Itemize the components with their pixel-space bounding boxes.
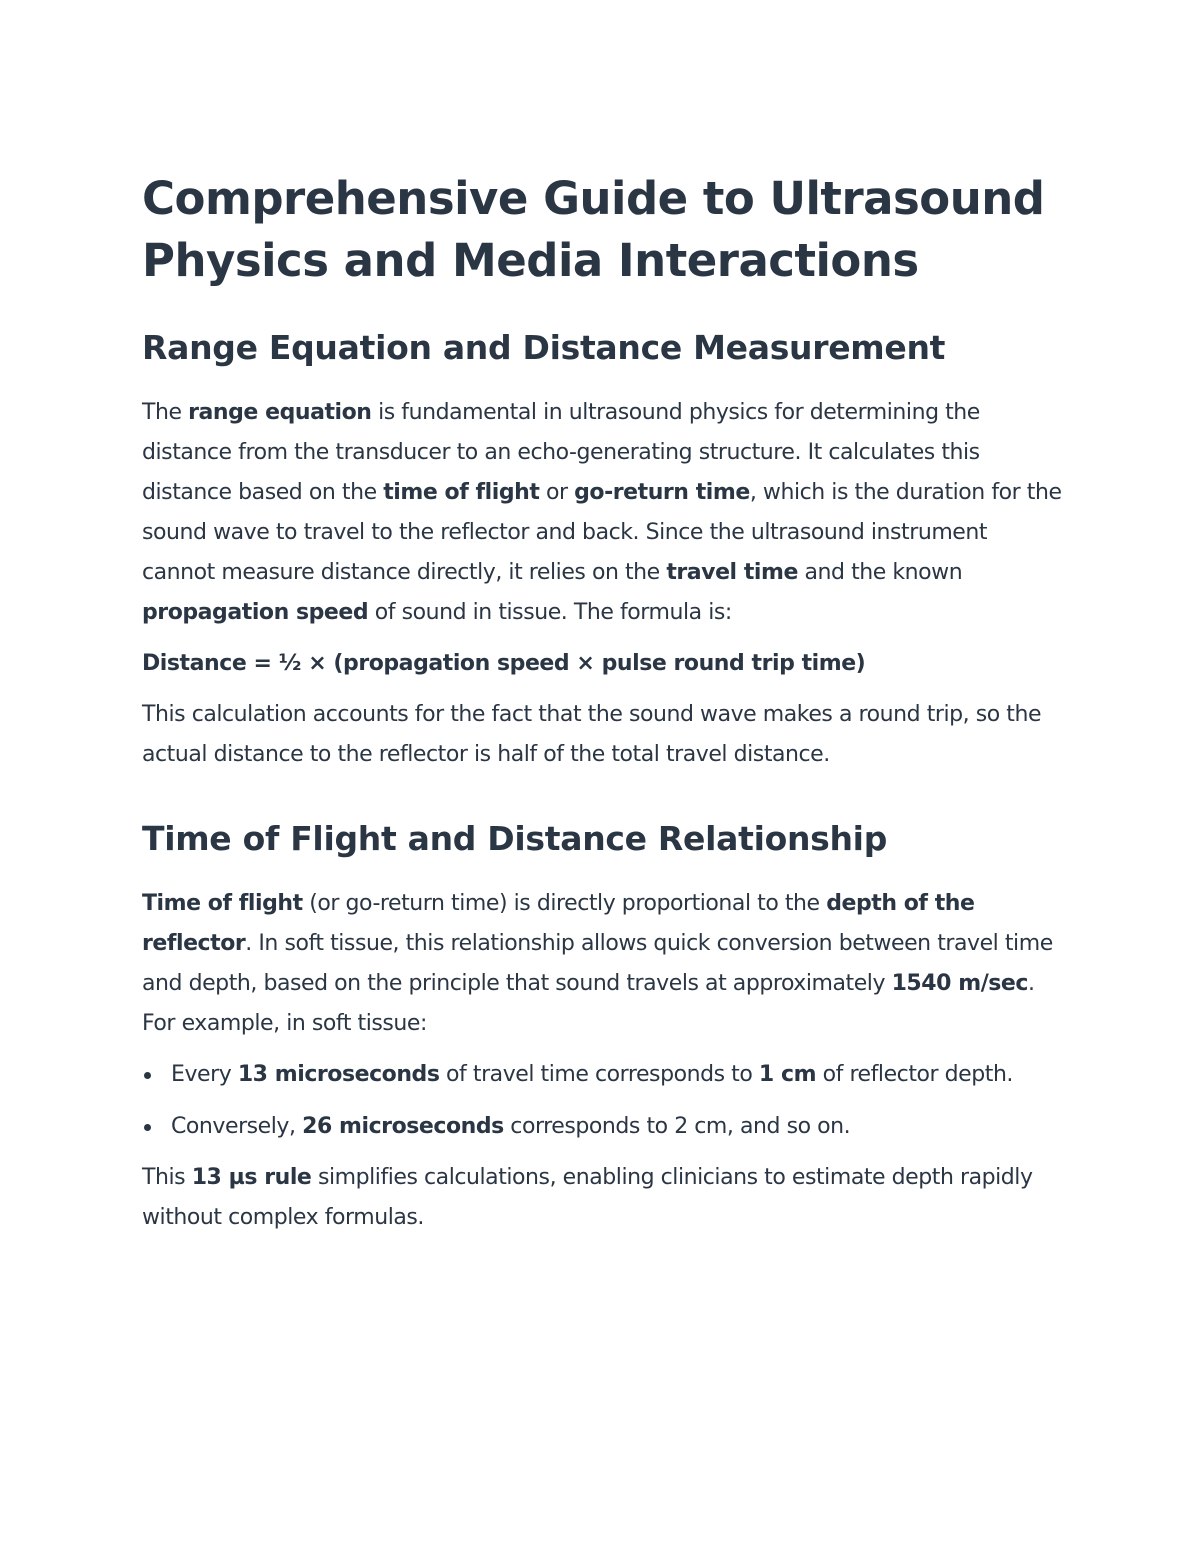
bold-term-propagation-speed: propagation speed xyxy=(142,600,369,625)
bold-term-1-cm: 1 cm xyxy=(758,1062,817,1087)
text-run: corresponds to 2 cm, and so on. xyxy=(503,1114,851,1139)
text-run: . For example, in soft tissue: xyxy=(142,971,1035,1036)
text-run: of reflector depth. xyxy=(816,1062,1013,1087)
text-run: is fundamental in ultrasound physics for determining the distance from the transducer to an echo-generating structure. It calculates this distance based on the xyxy=(142,400,980,505)
bold-term-range-equation: range equation xyxy=(188,400,372,425)
text-run: , which is the duration for the sound wave to travel to the reflector and back. Since the ultrasound instrument cannot measure distance directly, it relies on the xyxy=(142,480,1062,585)
bold-term-travel-time: travel time xyxy=(666,560,798,585)
bullet-icon xyxy=(144,1072,151,1079)
document-page xyxy=(142,168,1062,1238)
bold-term-13-us-rule: 13 µs rule xyxy=(191,1165,312,1190)
section-heading-time-of-flight: Time of Flight and Distance Relationship xyxy=(142,819,888,858)
bullet-icon xyxy=(144,1124,151,1131)
bold-term-go-return-time: go-return time xyxy=(574,480,750,505)
bold-term-depth-of-reflector: depth of the reflector xyxy=(142,891,975,956)
text-run: . In soft tissue, this relationship allows quick conversion between travel time and depth, based on the principle that sound travels at approximately xyxy=(142,931,1053,996)
thirteen-us-rule-paragraph xyxy=(142,1158,1062,1238)
text-run: of sound in tissue. The formula is: xyxy=(368,600,732,625)
text-run: and the known xyxy=(797,560,963,585)
bold-term-time-of-flight: time of flight xyxy=(383,480,540,505)
list-item xyxy=(142,1107,1062,1147)
text-run: (or go-return time) is directly proportional to the xyxy=(302,891,827,916)
section-heading-range-equation: Range Equation and Distance Measurement xyxy=(142,328,946,367)
text-run: Every xyxy=(171,1062,238,1087)
text-run: This xyxy=(142,1165,192,1190)
text-run: Conversely, xyxy=(171,1114,303,1139)
text-run: of travel time corresponds to xyxy=(439,1062,759,1087)
text-run: or xyxy=(539,480,575,505)
text-run: simplifies calculations, enabling clinicians to estimate depth rapidly without complex formulas. xyxy=(142,1165,1033,1230)
round-trip-explanation: This calculation accounts for the fact that the sound wave makes a round trip, so the actual distance to the reflector is half of the total travel distance. xyxy=(142,702,1042,767)
bold-term-26-microseconds: 26 microseconds xyxy=(302,1114,504,1139)
time-of-flight-paragraph xyxy=(142,884,1062,1044)
text-run: The xyxy=(142,400,189,425)
bold-term-speed-value: 1540 m/sec xyxy=(891,971,1028,996)
depth-examples-list xyxy=(142,1055,1062,1147)
range-equation-paragraph xyxy=(142,393,1062,633)
bold-term-time-of-flight: Time of flight xyxy=(142,891,303,916)
document-title: Comprehensive Guide to Ultrasound Physics and Media Interactions xyxy=(142,172,1045,287)
bold-term-13-microseconds: 13 microseconds xyxy=(237,1062,440,1087)
distance-formula: Distance = ½ × (propagation speed × pulse round trip time) xyxy=(142,651,866,676)
list-item xyxy=(142,1055,1062,1095)
